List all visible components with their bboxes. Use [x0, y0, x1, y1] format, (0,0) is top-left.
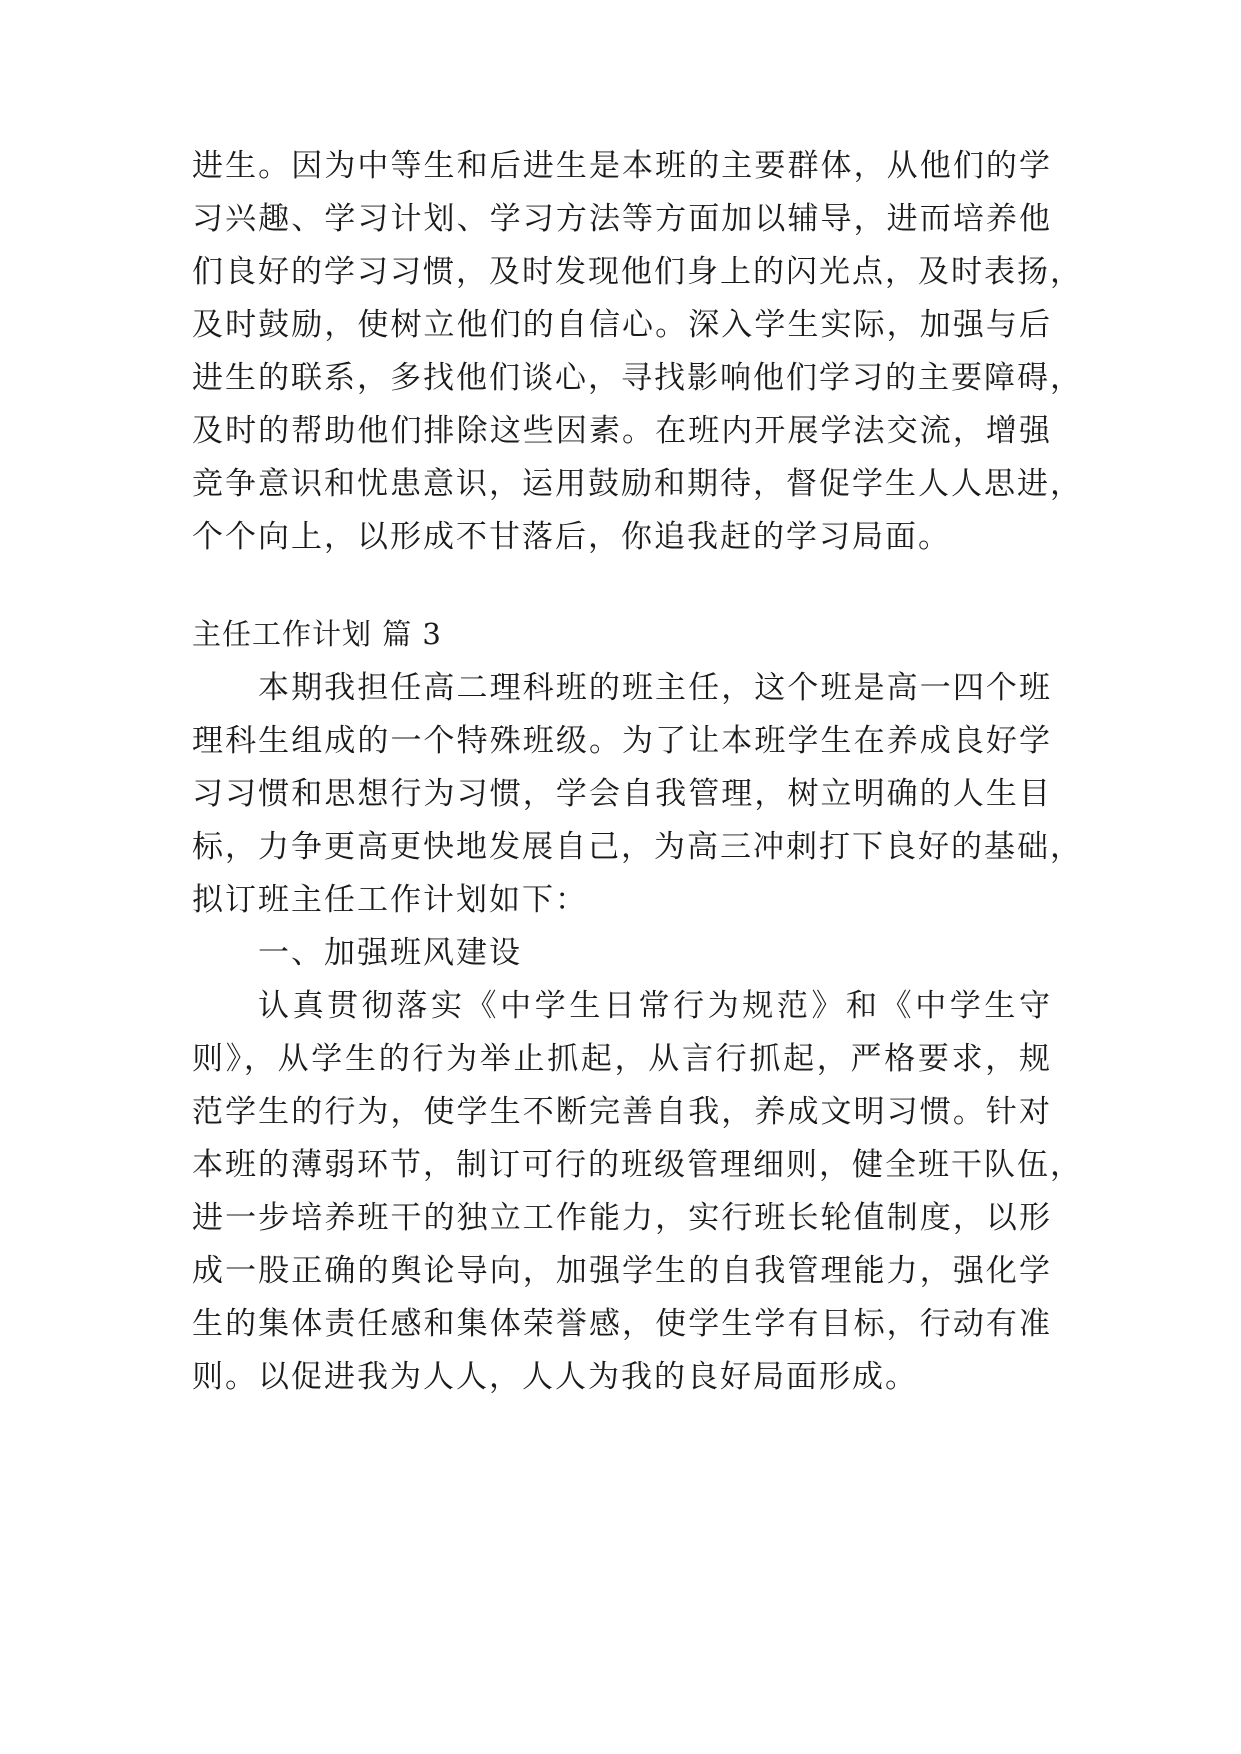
paragraph-line: 本期我担任高二理科班的班主任，这个班是高一四个班: [258, 670, 1052, 706]
paragraph-line: 拟订班主任工作计划如下：: [192, 882, 588, 918]
section-title: 主任工作计划 篇 3: [192, 617, 442, 651]
paragraph-line: 们良好的学习习惯，及时发现他们身上的闪光点，及时表扬，: [192, 254, 1083, 290]
paragraph-line: 及时的帮助他们排除这些因素。在班内开展学法交流，增强: [192, 413, 1052, 449]
paragraph-line: 成一股正确的舆论导向，加强学生的自我管理能力，强化学: [192, 1253, 1052, 1289]
paragraph-line: 及时鼓励，使树立他们的自信心。深入学生实际，加强与后: [192, 307, 1052, 343]
paragraph-line: 本班的薄弱环节，制订可行的班级管理细则，健全班干队伍，: [192, 1147, 1083, 1183]
paragraph-line: 进生的联系，多找他们谈心，寻找影响他们学习的主要障碍，: [192, 360, 1083, 396]
paragraph-line: 范学生的行为，使学生不断完善自我，养成文明习惯。针对: [192, 1094, 1052, 1130]
paragraph-line: 标，力争更高更快地发展自己，为高三冲刺打下良好的基础，: [192, 829, 1083, 865]
paragraph-line: 认真贯彻落实《中学生日常行为规范》和《中学生守: [258, 988, 1052, 1024]
paragraph-line: 则》，从学生的行为举止抓起，从言行抓起，严格要求，规: [192, 1041, 1052, 1077]
paragraph-line: 理科生组成的一个特殊班级。为了让本班学生在养成良好学: [192, 723, 1052, 759]
paragraph-line: 则。以促进我为人人，人人为我的良好局面形成。: [192, 1359, 918, 1395]
paragraph-line: 习习惯和思想行为习惯，学会自我管理，树立明确的人生目: [192, 776, 1052, 812]
paragraph-line: 进生。因为中等生和后进生是本班的主要群体，从他们的学: [192, 148, 1052, 184]
paragraph-line: 进一步培养班干的独立工作能力，实行班长轮值制度，以形: [192, 1200, 1052, 1236]
subheading: 一、加强班风建设: [258, 935, 522, 971]
paragraph-line: 竞争意识和忧患意识，运用鼓励和期待，督促学生人人思进，: [192, 466, 1083, 502]
paragraph-line: 生的集体责任感和集体荣誉感，使学生学有目标，行动有准: [192, 1306, 1052, 1342]
paragraph-line: 个个向上，以形成不甘落后，你追我赶的学习局面。: [192, 519, 951, 555]
paragraph-line: 习兴趣、学习计划、学习方法等方面加以辅导，进而培养他: [192, 201, 1052, 237]
